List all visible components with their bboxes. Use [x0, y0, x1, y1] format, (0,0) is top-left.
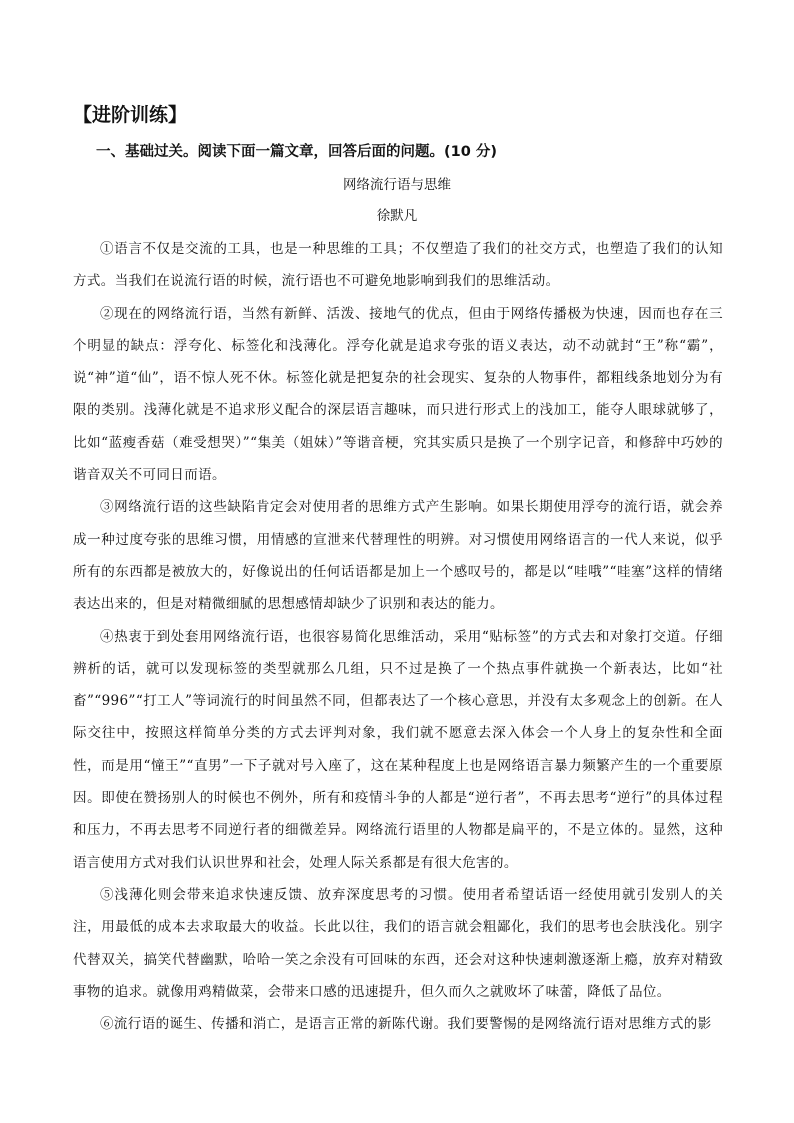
paragraph-1: ①语言不仅是交流的工具，也是一种思维的工具；不仅塑造了我们的社交方式，也塑造了我们的认知方式。当我们在说流行语的时候，流行语也不可避免地影响到我们的思维活动。 [73, 241, 723, 290]
paragraph-5: ⑤浅薄化则会带来追求快速反馈、放弃深度思考的习惯。使用者希望话语一经使用就引发别人的关注，用最低的成本去求取最大的收益。长此以往，我们的语言就会粗鄙化，我们的思考也会肤浅化。别字代替双关，搞笑代替幽默，哈哈一笑之余没有可回味的东西，还会对这种快速刺激逐渐上瘾，放弃对精致事物的追求。就像用鸡精做菜，会带来口感的迅速提升，但久而久之就败坏了味蕾，降低了品位。 [73, 886, 723, 1000]
paragraph-6: ⑥流行语的诞生、传播和消亡，是语言正常的新陈代谢。我们要警惕的是网络流行语对思维方式的影 [100, 1016, 712, 1033]
paragraph-2: ②现在的网络流行语，当然有新鲜、活泼、接地气的优点，但由于网络传播极为快速，因而也存在三个明显的缺点：浮夸化、标签化和浅薄化。浮夸化就是追求夸张的语义表达，动不动就封“王”称“霸”，说“神”道“仙”，语不惊人死不休。标签化就是把复杂的社会现实、复杂的人物事件，都粗线条地划分为有限的类别。浅薄化就是不追求形义配合的深层语言趣味，而只进行形式上的浅加工，能夺人眼球就够了，比如“蓝瘦香菇（难受想哭）”“集美（姐妹）”等谐音梗，究其实质只是换了一个别字记音，和修辞中巧妙的谐音双关不可同日而语。 [73, 305, 723, 484]
question-title: 一、基础过关。阅读下面一篇文章，回答后面的问题。(10 分) [96, 144, 497, 160]
article-author: 徐默凡 [376, 208, 418, 224]
paragraph-4: ④热衷于到处套用网络流行语，也很容易简化思维活动，采用“贴标签”的方式去和对象打交道。仔细辨析的话，就可以发现标签的类型就那么几组，只不过是换了一个热点事件就换一个新表达，比如“社畜”“996”“打工人”等词流行的时间虽然不同，但都表达了一个核心意思，并没有太多观念上的创新。在人际交往中，按照这样简单分类的方式去评判对象，我们就不愿意去深入体会一个人身上的复杂性和全面性，而是用“憧王”“直男”一下子就对号入座了，这在某种程度上也是网络语言暴力频繁产生的一个重要原因。即使在赞扬别人的时候也不例外，所有和疫情斗争的人都是“逆行者”，不再去思考“逆行”的具体过程和压力，不再去思考不同逆行者的细微差异。网络流行语里的人物都是扁平的，不是立体的。显然，这种语言使用方式对我们认识世界和社会，处理人际关系都是有很大危害的。 [73, 628, 723, 871]
article-title: 网络流行语与思维 [343, 177, 451, 193]
article-body [73, 233, 723, 1040]
section-title: 【进阶训练】 [73, 104, 188, 126]
paragraph-3: ③网络流行语的这些缺陷肯定会对使用者的思维方式产生影响。如果长期使用浮夸的流行语，就会养成一种过度夸张的思维习惯，用情感的宣泄来代替理性的明辨。对习惯使用网络语言的一代人来说，似乎所有的东西都是被放大的，好像说出的任何话语都是加上一个感叹号的，都是以“哇哦”“哇塞”这样的情绪表达出来的，但是对精微细腻的思想感情却缺少了识别和表达的能力。 [73, 499, 723, 613]
